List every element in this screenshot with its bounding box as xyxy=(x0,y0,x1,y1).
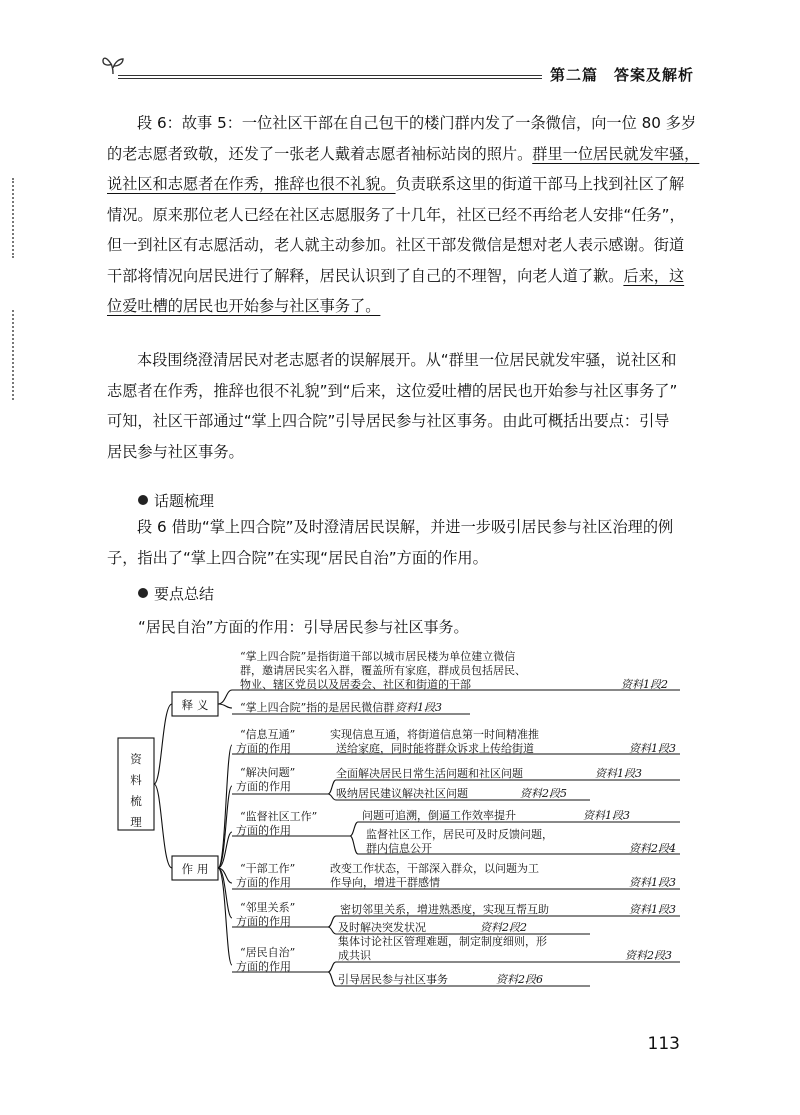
root-label: 梳 xyxy=(130,794,142,808)
source-tag: 资料2段3 xyxy=(625,949,672,962)
source-tag: 资料2段2 xyxy=(480,921,527,934)
branch-definition-label: 释 义 xyxy=(181,698,209,712)
connector xyxy=(154,704,172,784)
text-line: 子，指出了“掌上四合院”在实现“居民自治”方面的作用。 xyxy=(107,548,488,567)
connector xyxy=(154,784,172,868)
text-line: 段 6：故事 5：一位社区干部在自己包干的楼门群内发了一条微信，向一位 80 多岁 xyxy=(137,114,697,132)
underlined-text: 位爱吐槽的居民也开始参与社区事务了。 xyxy=(107,297,381,315)
connector xyxy=(218,690,232,704)
source-tag: 资料2段6 xyxy=(496,973,543,986)
section-title: 第二篇 答案及解析 xyxy=(550,66,695,84)
node-text: 送给家庭，同时能将群众诉求上传给街道 xyxy=(336,742,534,755)
page-number: 113 xyxy=(647,1034,680,1054)
underlined-text: 说社区和志愿者在作秀，推辞也很不礼貌。 xyxy=(107,175,396,193)
group-label: “信息互通” xyxy=(240,728,296,741)
summary-text: “居民自治”方面的作用：引导居民参与社区事务。 xyxy=(138,618,469,636)
group-label: 方面的作用 xyxy=(236,915,291,928)
group-label: “邻里关系” xyxy=(240,901,296,914)
node-text: 成共识 xyxy=(338,949,371,962)
text-line: 居民参与社区事务。 xyxy=(107,442,244,461)
connector xyxy=(328,927,336,934)
text-line: 但一到社区有志愿活动，老人就主动参加。社区干部发微信是想对老人表示感谢。街道 xyxy=(107,236,685,254)
text-line: 本段围绕澄清居民对老志愿者的误解展开。从“群里一位居民就发牢骚，说社区和 xyxy=(137,351,677,369)
connector xyxy=(328,916,336,927)
text-line: 可知，社区干部通过“掌上四合院”引导居民参与社区事务。由此可概括出要点：引导 xyxy=(107,412,670,430)
source-tag: 资料1段3 xyxy=(395,701,442,714)
text-line: 干部将情况向居民进行了解释，居民认识到了自己的不理智，向老人道了歉。后来，这 xyxy=(107,266,685,285)
group-label: 方面的作用 xyxy=(236,742,291,755)
source-tag: 资料1段2 xyxy=(621,678,668,691)
source-tag: 资料1段3 xyxy=(629,876,676,889)
connector xyxy=(350,836,358,854)
node-text: 及时解决突发状况 xyxy=(338,921,426,934)
connector xyxy=(218,704,232,708)
underlined-text: 群里一位居民就发牢骚， xyxy=(532,144,700,163)
source-tag: 资料2段5 xyxy=(520,787,567,800)
node-text: 改变工作状态，干部深入群众，以问题为工 xyxy=(330,862,539,875)
connector xyxy=(328,794,336,800)
node-text: 作导向，增进干群感情 xyxy=(330,876,440,889)
connector xyxy=(350,822,358,836)
node-text: 物业、辖区党员以及居委会、社区和街道的干部 xyxy=(240,678,471,691)
source-tag: 资料1段3 xyxy=(629,903,676,916)
group-label: “居民自治” xyxy=(240,946,296,959)
node-text: 问题可追溯，倒逼工作效率提升 xyxy=(362,809,516,822)
connector xyxy=(328,972,336,986)
topic-heading: 话题梳理 xyxy=(138,490,214,511)
node-text: 引导居民参与社区事务 xyxy=(338,973,448,986)
source-tag: 资料2段4 xyxy=(629,842,676,855)
summary-heading: 要点总结 xyxy=(138,583,214,604)
node-text: 群内信息公开 xyxy=(366,842,432,855)
root-label: 理 xyxy=(130,815,142,829)
node-text: “掌上四合院”是指街道干部以城市居民楼为单位建立微信 xyxy=(240,650,516,663)
connector xyxy=(328,780,336,794)
node-text: 实现信息互通，将街道信息第一时间精准推 xyxy=(330,728,539,741)
text-line: 志愿者在作秀，推辞也很不礼貌”到“后来，这位爱吐槽的居民也开始参与社区事务了” xyxy=(107,381,678,400)
underlined-text: 后来，这 xyxy=(623,266,685,285)
root-label: 料 xyxy=(130,773,142,787)
group-label: 方面的作用 xyxy=(236,876,291,889)
group-label: 方面的作用 xyxy=(236,780,291,793)
text-line: 情况。原来那位老人已经在社区志愿服务了十几年，社区已经不再给老人安排“任务”， xyxy=(107,205,685,224)
connector xyxy=(328,962,336,972)
group-label: “监督社区工作” xyxy=(240,810,318,823)
node-text: 监督社区工作，居民可及时反馈问题， xyxy=(366,828,553,841)
node-text: 密切邻里关系，增进熟悉度，实现互帮互助 xyxy=(340,903,549,916)
group-label: 方面的作用 xyxy=(236,960,291,973)
text-line: 的老志愿者致敬，还发了一张老人戴着志愿者袖标站岗的照片。群里一位居民就发牢骚， xyxy=(107,144,700,163)
text-line: 说社区和志愿者在作秀，推辞也很不礼貌。负责联系这里的街道干部马上找到社区了解 xyxy=(107,175,685,193)
source-tag: 资料1段3 xyxy=(629,742,676,755)
source-tag: 资料1段3 xyxy=(595,767,642,780)
node-text: “掌上四合院”指的是居民微信群 xyxy=(240,701,395,714)
group-label: “干部工作” xyxy=(240,862,296,875)
branch-function-label: 作 用 xyxy=(181,862,209,876)
root-label: 资 xyxy=(130,752,142,766)
text-line: 段 6 借助“掌上四合院”及时澄清居民误解，并进一步吸引居民参与社区治理的例 xyxy=(137,518,674,536)
node-text: 群，邀请居民实名入群，覆盖所有家庭，群成员包括居民、 xyxy=(240,664,526,677)
connector xyxy=(218,745,232,868)
node-text: 集体讨论社区管理难题，制定制度细则，形 xyxy=(338,935,547,948)
group-label: 方面的作用 xyxy=(236,824,291,837)
group-label: “解决问题” xyxy=(240,766,296,779)
node-text: 吸纳居民建议解决社区问题 xyxy=(336,787,468,800)
node-text: 全面解决居民日常生活问题和社区问题 xyxy=(336,767,523,780)
source-tag: 资料1段3 xyxy=(583,809,630,822)
